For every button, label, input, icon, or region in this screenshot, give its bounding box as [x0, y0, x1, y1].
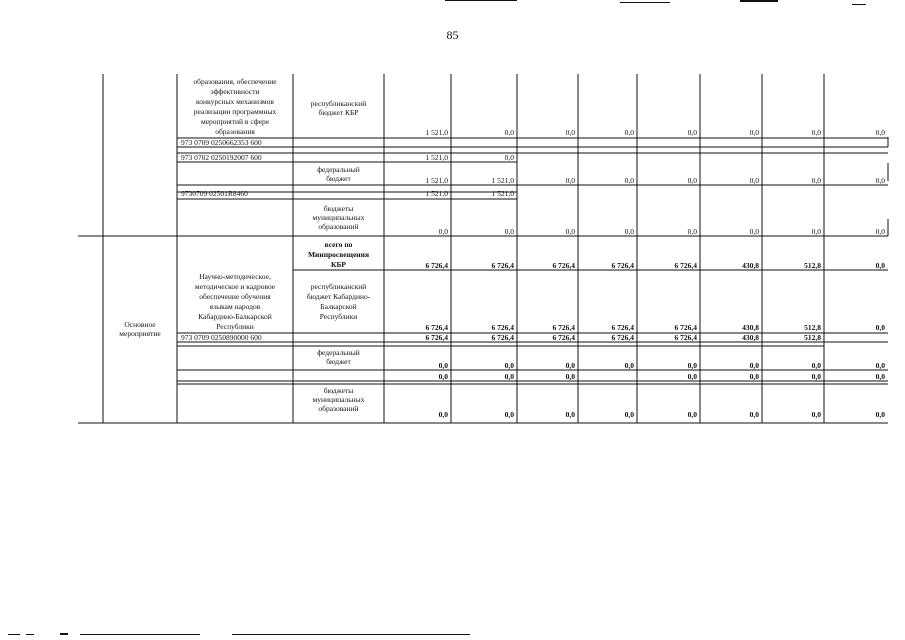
value-cell: 0,0: [687, 128, 697, 137]
value-cell: 6 726,4: [425, 333, 448, 342]
value-cell: 0,0: [875, 176, 885, 185]
budget-code: 973 0709 0250662353 600: [181, 138, 262, 147]
source-label: муниципальных: [312, 213, 365, 222]
value-cell: 0,0: [687, 361, 697, 370]
budget-code: 9730709 02501R8460: [181, 189, 248, 198]
value-cell: 0,0: [811, 372, 821, 381]
description-line: эффективности: [210, 87, 260, 96]
value-cell: 6 726,4: [611, 323, 634, 332]
value-cell: 0,0: [875, 261, 885, 270]
description-line: Кабардино-Балкарской: [198, 312, 272, 321]
value-cell: 1 521,0: [491, 176, 514, 185]
value-cell: 0,0: [687, 372, 697, 381]
value-cell: 512,8: [804, 261, 821, 270]
value-cell: 6 726,4: [674, 261, 697, 270]
source-label: федеральный: [317, 348, 360, 357]
source-label: бюджет: [326, 174, 351, 183]
source-label: бюджеты: [323, 204, 354, 213]
value-cell: 6 726,4: [491, 261, 514, 270]
value-cell: 0,0: [504, 227, 514, 236]
value-cell: 0,0: [624, 128, 634, 137]
value-cell: 0,0: [565, 128, 575, 137]
source-label-total: КБР: [331, 260, 346, 269]
source-label-total: Минпросвещения: [307, 250, 370, 259]
value-cell: 0,0: [504, 372, 514, 381]
description-line: мероприятий в сфере: [200, 117, 270, 126]
description-line: обеспечение обучения: [199, 292, 271, 301]
value-cell: 0,0: [749, 372, 759, 381]
value-cell: 6 726,4: [491, 323, 514, 332]
source-label: образований: [318, 404, 359, 413]
value-cell: 0,0: [749, 361, 759, 370]
value-cell: 0,0: [438, 410, 448, 419]
source-label: образований: [318, 222, 359, 231]
source-label: муниципальных: [312, 395, 365, 404]
value-cell: 0,0: [749, 176, 759, 185]
budget-code: 973 0709 0250890000 600: [181, 333, 262, 342]
value-cell: 6 726,4: [425, 323, 448, 332]
description-line: Научно-методическое,: [199, 272, 271, 281]
value-cell: 0,0: [875, 128, 885, 137]
page-number: 85: [446, 28, 459, 42]
source-label-total: всего по: [324, 240, 353, 249]
description-line: конкурсных механизмов: [196, 97, 274, 106]
value-cell: 0,0: [624, 361, 634, 370]
value-cell: 0,0: [504, 361, 514, 370]
value-cell: 0,0: [687, 176, 697, 185]
value-cell: 6 726,4: [552, 333, 575, 342]
status-label: мероприятие: [119, 329, 161, 338]
value-cell: 512,8: [804, 333, 821, 342]
value-cell: 0,0: [624, 176, 634, 185]
value-cell: 0,0: [565, 176, 575, 185]
value-cell: 0,0: [504, 128, 514, 137]
description-line: реализации программных: [193, 107, 277, 116]
value-cell: 0,0: [811, 361, 821, 370]
value-cell: 512,8: [804, 323, 821, 332]
value-cell: 0,0: [438, 372, 448, 381]
value-cell: 6 726,4: [674, 333, 697, 342]
value-cell: 0,0: [749, 128, 759, 137]
value-cell: 0,0: [811, 227, 821, 236]
description-line: языкам народов: [209, 302, 261, 311]
source-label: республиканский: [310, 282, 367, 291]
budget-code: 973 0702 0250192007 600: [181, 153, 262, 162]
value-cell: 1 521,0: [425, 176, 448, 185]
value-cell: 0,0: [749, 410, 759, 419]
source-label: бюджеты: [323, 386, 354, 395]
value-cell: 0,0: [875, 361, 885, 370]
value-cell: 0,0: [624, 227, 634, 236]
value-cell: 0,0: [504, 410, 514, 419]
value-cell: 6 726,4: [611, 261, 634, 270]
value-cell: 0,0: [687, 227, 697, 236]
value-cell: 6 726,4: [425, 261, 448, 270]
value-cell: 6 726,4: [674, 323, 697, 332]
source-label: Балкарской: [320, 302, 357, 311]
value-cell: 0,0: [749, 227, 759, 236]
value-cell: 0,0: [811, 128, 821, 137]
value-cell: 0,0: [565, 361, 575, 370]
status-label: Основное: [124, 320, 156, 329]
source-label: Республики: [319, 312, 358, 321]
value-cell: 0,0: [565, 227, 575, 236]
description-line: Республики: [216, 322, 254, 331]
description-line: образования, обеспечение: [193, 77, 277, 86]
value-cell: 6 726,4: [552, 323, 575, 332]
value-cell: 6 726,4: [552, 261, 575, 270]
value-cell: 0,0: [875, 227, 885, 236]
value-cell: 0,0: [875, 410, 885, 419]
source-label: бюджет КБР: [318, 108, 359, 117]
value-cell: 430,8: [742, 333, 759, 342]
value-cell: 6 726,4: [611, 333, 634, 342]
description-line: образования: [215, 127, 255, 136]
value-cell: 0,0: [875, 372, 885, 381]
value-cell: 0,0: [811, 176, 821, 185]
value-cell: 1 521,0: [425, 153, 448, 162]
value-cell: 0,0: [438, 227, 448, 236]
value-cell: 430,8: [742, 261, 759, 270]
value-cell: 1 521,0: [425, 189, 448, 198]
description-line: методическое и кадровое: [194, 282, 276, 291]
value-cell: 0,0: [875, 323, 885, 332]
value-cell: 6 726,4: [491, 333, 514, 342]
value-cell: 1 521,0: [425, 128, 448, 137]
source-label: республиканский: [310, 99, 367, 108]
source-label: федеральный: [317, 165, 360, 174]
value-cell: 0,0: [565, 372, 575, 381]
value-cell: 0,0: [504, 153, 514, 162]
source-label: бюджет: [326, 357, 351, 366]
value-cell: 0,0: [624, 410, 634, 419]
source-label: бюджет Кабардино-: [306, 292, 371, 301]
value-cell: 0,0: [565, 410, 575, 419]
value-cell: 0,0: [811, 410, 821, 419]
value-cell: 1 521,0: [491, 189, 514, 198]
value-cell: 0,0: [687, 410, 697, 419]
value-cell: 430,8: [742, 323, 759, 332]
value-cell: 0,0: [438, 361, 448, 370]
